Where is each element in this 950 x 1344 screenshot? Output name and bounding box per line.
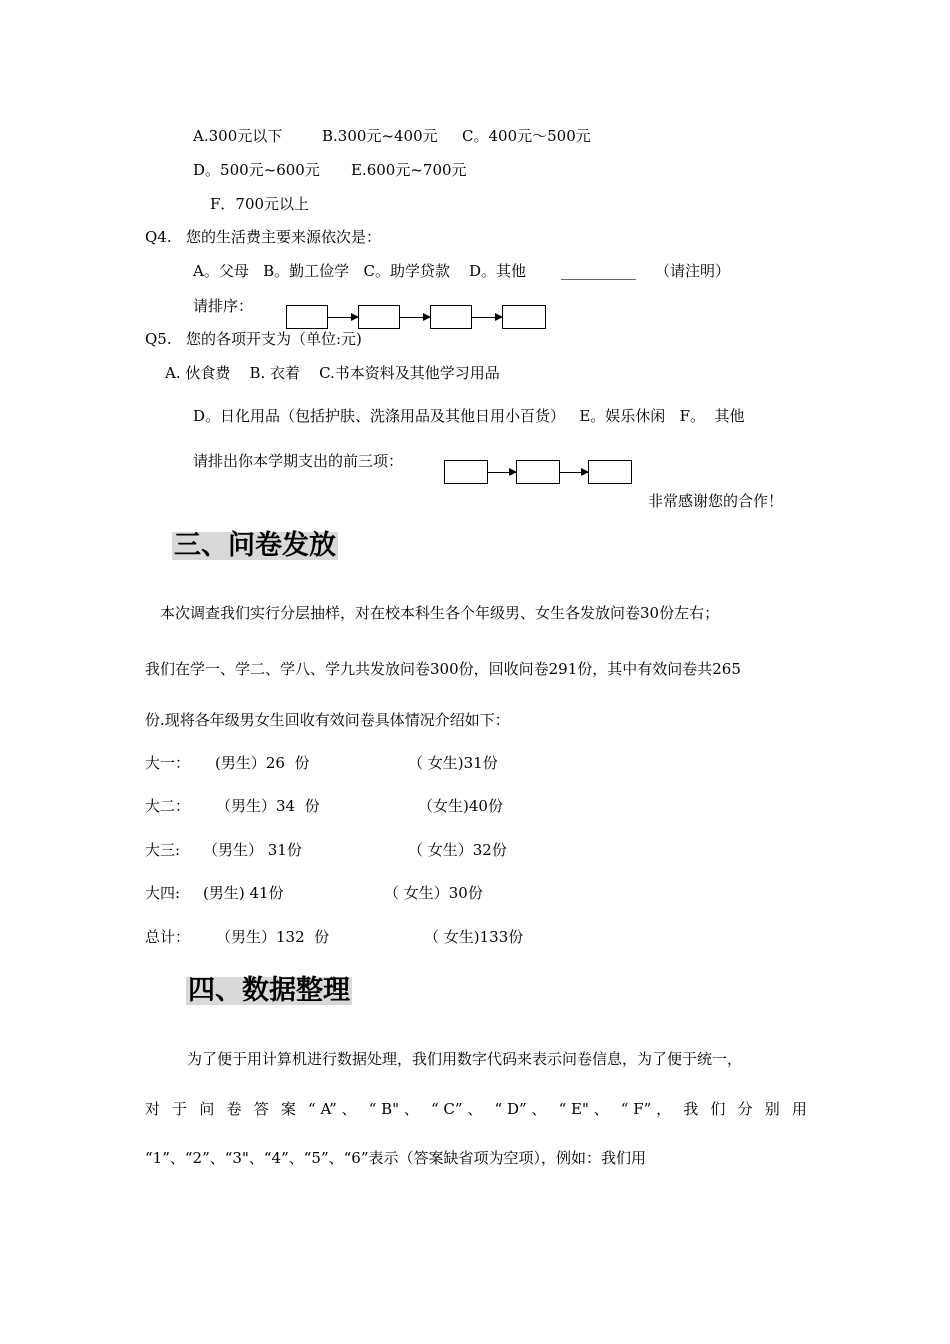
q3-option-a: A.300元以下 [193,127,283,145]
female-total: （ 女生)133份 [424,928,524,946]
section4-heading: 四、数据整理 [188,975,350,1006]
q4-note: （请注明） [655,262,731,280]
arrow-icon [488,472,516,473]
male-count: （男生） 31份 [203,841,302,859]
q5-options-line1: A. 伙食费 B. 衣着 C.书本资料及其他学习用品 [165,364,500,382]
rank-box-2 [516,460,560,484]
text-token: 分 [737,1100,753,1118]
rank-box-3 [588,460,632,484]
rank-box-4 [502,305,546,329]
text-token: 案 [280,1100,296,1118]
q3-option-f: F．700元以上 [210,195,310,213]
q4-sort-prompt: 请排序： [193,297,254,315]
text-token: 对 [145,1100,161,1118]
text-token: 于 [172,1100,188,1118]
text-token: 答 [253,1100,269,1118]
q4-question: 您的生活费主要来源依次是： [186,228,382,246]
arrow-icon [328,317,358,318]
total-label: 总计： [145,928,191,946]
text-token: “ C” 、 [431,1100,483,1118]
text-token: 们 [710,1100,726,1118]
text-token: “ A” 、 [308,1100,357,1118]
q5-ranking-flow [444,460,634,486]
female-count: （ 女生）30份 [384,884,483,902]
female-count: （女生)40份 [418,797,503,815]
q3-option-b: B.300元~400元 [322,127,438,145]
grade-label: 大二： [145,797,191,815]
section4-line3: “1”、“2”、“3"、“4”、“5”、“6”表示（答案缺省项为空项），例如：我们用 [145,1149,647,1167]
text-token: 用 [791,1100,807,1118]
q3-option-e: E.600元~700元 [351,161,467,179]
rank-box-1 [286,305,328,329]
q5-label: Q5. [145,330,172,348]
text-token: 问 [199,1100,215,1118]
text-token: “ F” ， [620,1100,672,1118]
text-token: 卷 [226,1100,242,1118]
q4-ranking-flow [286,305,548,331]
grade-label: 大四: [145,884,181,902]
section3-para-line3: 份.现将各年级男女生回收有效问卷具体情况介绍如下： [145,711,510,729]
arrow-icon [400,317,430,318]
grade-label: 大三: [145,841,181,859]
section3-para-line2: 我们在学一、学二、学八、学九共发放问卷300份，回收问卷291份，其中有效问卷共265 [145,660,741,678]
text-token: “ B" 、 [368,1100,419,1118]
male-count: (男生）26 份 [215,754,310,772]
grade-label: 大一： [145,754,191,772]
text-token: 别 [764,1100,780,1118]
text-token: 我 [683,1100,699,1118]
section3-heading: 三、问卷发放 [174,530,336,561]
rank-box-2 [358,305,400,329]
male-total: （男生）132 份 [216,928,330,946]
q3-option-c: C。400元～500元 [462,127,591,145]
male-count: (男生) 41份 [203,884,284,902]
rank-box-1 [444,460,488,484]
section3-para-line1: 本次调查我们实行分层抽样，对在校本科生各个年级男、女生各发放问卷30份左右； [160,604,720,622]
female-count: （ 女生)31份 [408,754,498,772]
thanks-text: 非常感谢您的合作！ [648,492,784,510]
text-token: “ E" 、 [558,1100,609,1118]
q5-options-line2: D。日化用品（包括护肤、洗涤用品及其他日用小百货） E。娱乐休闲 F。 其他 [193,407,745,425]
section4-line1: 为了便于用计算机进行数据处理，我们用数字代码来表示问卷信息，为了便于统一， [187,1050,743,1068]
q4-blank: __________ [561,262,636,280]
female-count: （ 女生）32份 [408,841,507,859]
q4-options: A。父母 B。勤工俭学 C。助学贷款 D。其他 [193,262,527,280]
arrow-icon [472,317,502,318]
q3-option-d: D。500元~600元 [193,161,320,179]
q5-sort-prompt: 请排出你本学期支出的前三项： [193,452,404,470]
text-token: “ D” 、 [494,1100,547,1118]
section4-line2 [145,1102,807,1117]
q4-label: Q4. [145,228,172,246]
q5-question: 您的各项开支为（单位:元) [186,330,362,348]
rank-box-3 [430,305,472,329]
arrow-icon [560,472,588,473]
male-count: （男生）34 份 [216,797,320,815]
